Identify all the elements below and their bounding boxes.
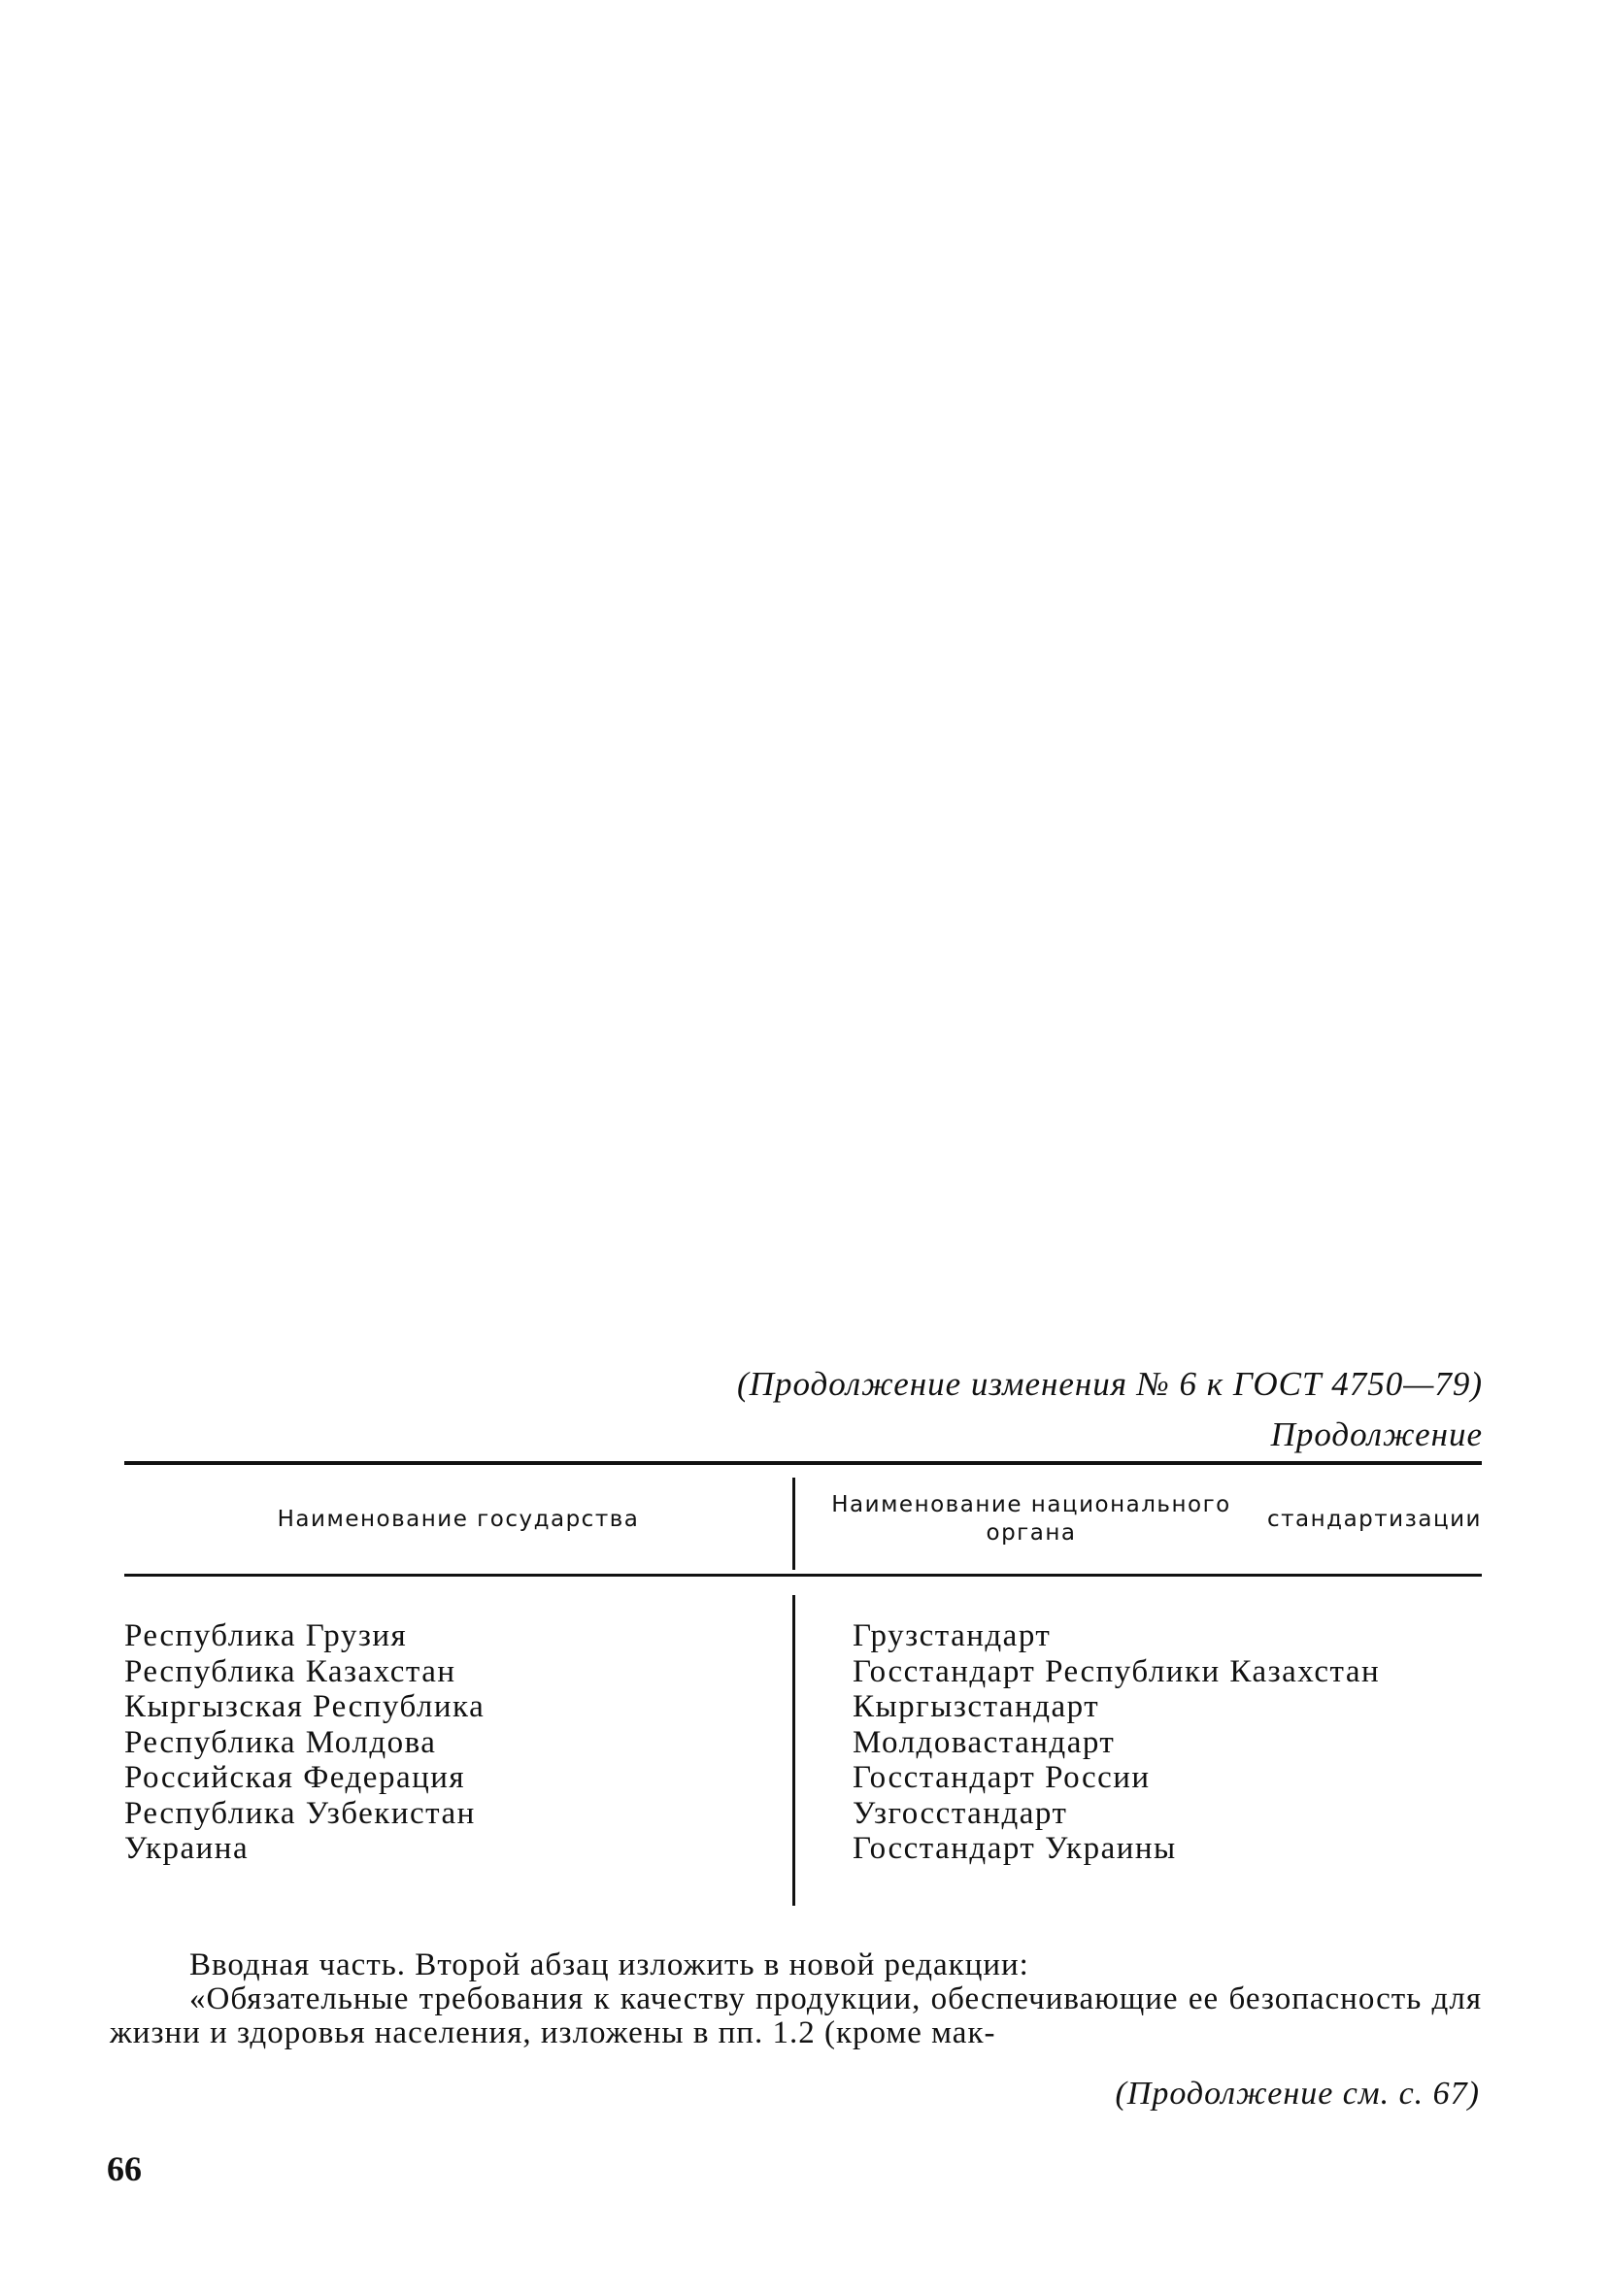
- state-cell: Республика Молдова: [124, 1724, 437, 1760]
- column-header-standards-body: [795, 1465, 1482, 1574]
- standards-body-cell: Кыргызстандарт: [853, 1689, 1100, 1724]
- state-cell: Республика Узбекистан: [124, 1795, 476, 1831]
- column-header-line-1: Наименование национального органа: [831, 1492, 1231, 1546]
- states-column: [124, 1618, 485, 1867]
- state-cell: Республика Грузия: [124, 1618, 408, 1653]
- state-cell: Кыргызская Республика: [124, 1689, 486, 1724]
- change-reference: (Продолжение изменения № 6 к ГОСТ 4750—79): [737, 1365, 1483, 1403]
- state-cell: Российская Федерация: [124, 1760, 466, 1795]
- column-header-line-2: стандартизации: [1267, 1506, 1482, 1532]
- standards-table: [124, 1461, 1482, 1908]
- body-column-divider: [792, 1595, 795, 1906]
- state-cell: Республика Казахстан: [124, 1653, 456, 1689]
- requirements-paragraph: «Обязательные требования к качеству продукции, обеспечивающие ее безопасность для жизни и здоровья населения, изложены в пп. 1.2 (кроме мак-: [110, 1981, 1482, 2050]
- continuation-label: Продолжение: [1270, 1415, 1483, 1453]
- page-number: 66: [107, 2149, 142, 2188]
- standards-body-cell: Госстандарт Республики Казахстан: [853, 1653, 1381, 1689]
- standards-body-cell: Госстандарт Украины: [853, 1831, 1177, 1866]
- continued-note: (Продолжение см. с. 67): [1115, 2076, 1480, 2112]
- standards-bodies-column: [853, 1618, 1380, 1867]
- standards-body-cell: Госстандарт России: [853, 1760, 1151, 1795]
- standards-body-cell: Грузстандарт: [853, 1618, 1052, 1653]
- state-cell: Украина: [124, 1831, 250, 1866]
- column-header-state: Наименование государства: [277, 1506, 640, 1532]
- standards-body-cell: Молдовастандарт: [853, 1724, 1116, 1760]
- page-header: [737, 1359, 1483, 1460]
- standards-body-cell: Узгосстандарт: [853, 1795, 1068, 1831]
- intro-paragraph: Вводная часть. Второй абзац изложить в новой редакции:: [189, 1947, 1029, 1982]
- header-bottom-rule: [124, 1574, 1482, 1577]
